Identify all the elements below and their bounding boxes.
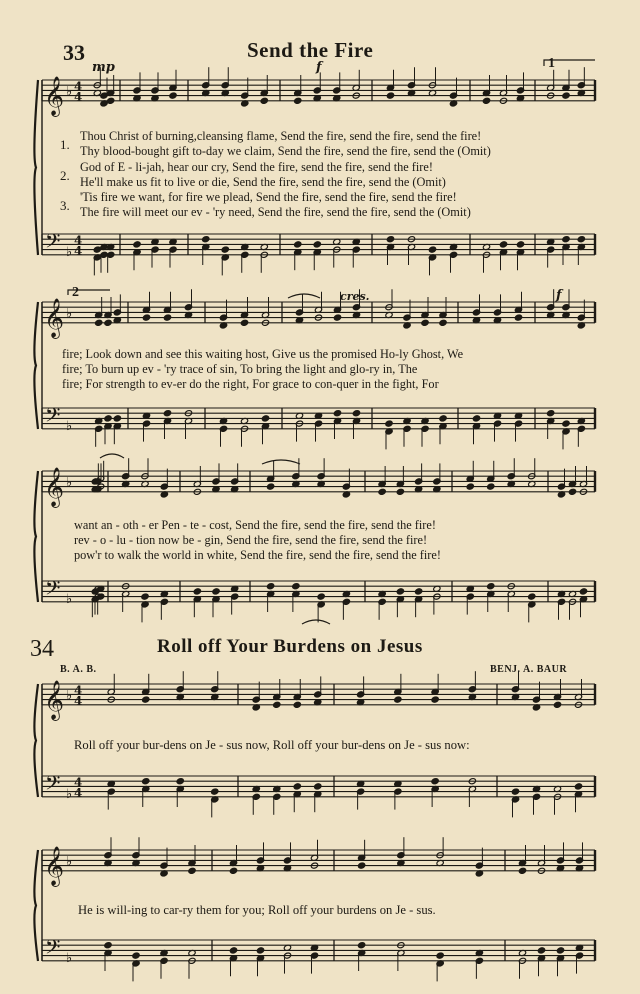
lyric-s1-line-6: The fire will meet our ev - 'ry need, Send the fire, send the fire, send the (Omit)	[80, 205, 471, 219]
hymn-34-number: 34	[30, 636, 54, 662]
svg-text:𝄢: 𝄢	[45, 935, 61, 964]
verse-number-3: 3.	[60, 198, 70, 213]
lyric-s3-line-3: pow'r to walk the world in white, Send the fire, send the fire, send the fire!	[74, 548, 441, 562]
svg-text:𝄢: 𝄢	[45, 403, 61, 432]
svg-text:4: 4	[74, 243, 83, 258]
svg-text:4: 4	[74, 89, 83, 104]
hymn-34-title: Roll off Your Burdens on Jesus	[157, 636, 423, 657]
svg-text:♭: ♭	[66, 854, 73, 870]
hymn-33-title: Send the Fire	[247, 38, 374, 62]
svg-text:𝄞: 𝄞	[44, 845, 65, 886]
dynamic-mp: mp	[92, 60, 115, 75]
svg-text:4: 4	[74, 79, 83, 94]
lyric-s2-line-1: fire; Look down and see this waiting host, Give us the promised Ho-ly Ghost, We	[62, 347, 464, 361]
svg-text:♭: ♭	[66, 950, 73, 966]
lyric-s2-line-2: fire; To burn up ev - 'ry trace of sin, To bring the light and glo-ry in, The	[62, 362, 418, 376]
lyric-s1-line-3: God of E - li-jah, hear our cry, Send the fire, send the fire, send the fire!	[80, 160, 433, 174]
lyric-34-s2: He is will-ing to car-ry them for you; Roll off your burdens on Je - sus.	[78, 903, 436, 917]
svg-text:♭: ♭	[66, 786, 73, 802]
words-credit: B. A. B.	[60, 664, 97, 675]
svg-text:♭: ♭	[66, 244, 73, 260]
verse-number-2: 2.	[60, 168, 70, 183]
svg-text:♭: ♭	[66, 306, 73, 322]
svg-text:4: 4	[74, 233, 83, 248]
svg-text:4: 4	[74, 693, 83, 708]
svg-text:𝄢: 𝄢	[45, 771, 61, 800]
dynamic-forte: f	[316, 60, 322, 75]
svg-text:♭: ♭	[66, 591, 73, 607]
svg-text:𝄢: 𝄢	[45, 576, 61, 605]
hymn-33-number: 33	[63, 40, 85, 65]
dynamic-forte-2: f	[556, 288, 562, 303]
svg-text:4: 4	[74, 785, 83, 800]
lyric-s3-line-1: want an - oth - er Pen - te - cost, Send the fire, send the fire, send the fire!	[74, 518, 436, 532]
second-ending-label: 2	[72, 285, 79, 300]
lyric-s3-line-2: rev - o - lu - tion now be - gin, Send the fire, send the fire, send the fire!	[74, 533, 428, 547]
svg-text:4: 4	[74, 775, 83, 790]
first-ending-label: 1	[548, 56, 555, 71]
svg-text:♭: ♭	[66, 688, 73, 704]
svg-text:4: 4	[74, 683, 83, 698]
svg-text:𝄞: 𝄞	[44, 75, 65, 116]
lyric-s1-line-1: Thou Christ of burning,cleansing flame, Send the fire, send the fire, send the fire!	[80, 129, 482, 143]
music-credit: BENJ. A. BAUR	[490, 664, 568, 675]
svg-text:♭: ♭	[66, 475, 73, 491]
svg-text:♭: ♭	[66, 418, 73, 434]
lyric-s1-line-4: He'll make us fit to live or die, Send the fire, send the fire, send the (Omit)	[80, 175, 446, 189]
lyric-s1-line-5: 'Tis fire we want, for fire we plead, Send the fire, send the fire, send the fire!	[80, 190, 457, 204]
lyric-s1-line-2: Thy blood-bought gift to-day we claim, Send the fire, send the fire, send the (Omit)	[80, 144, 491, 158]
svg-text:♭: ♭	[66, 84, 73, 100]
svg-text:𝄢: 𝄢	[45, 229, 61, 258]
lyric-s2-line-3: fire; For strength to ev-er do the right, For grace to con-quer in the fight, For	[62, 377, 439, 391]
lyric-34-s1: Roll off your bur-dens on Je - sus now, Roll off your bur-dens on Je - sus now:	[74, 738, 470, 752]
dynamic-crescendo: cres.	[340, 290, 370, 303]
svg-text:𝄞: 𝄞	[44, 466, 65, 507]
svg-text:𝄞: 𝄞	[44, 297, 65, 338]
svg-text:𝄞: 𝄞	[44, 679, 65, 720]
verse-number-1: 1.	[60, 137, 70, 152]
